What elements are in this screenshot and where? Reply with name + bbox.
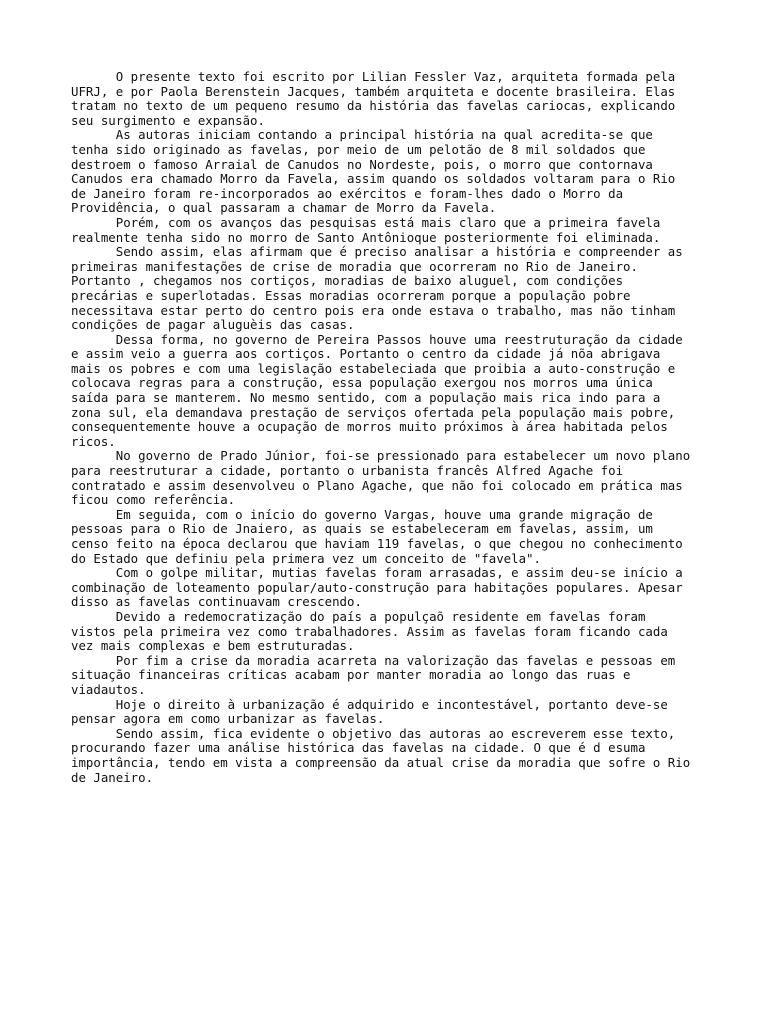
text-line: mais os pobres e com uma legislação estabeleciada que proibia a auto-construção e: [71, 360, 676, 376]
text-line: condições de pagar aluguèis das casas.: [71, 317, 355, 333]
text-line: vistos pela primeira vez como trabalhadores. Assim as favelas foram ficando cada: [71, 623, 668, 639]
text-line: Com o golpe militar, mutias favelas foram arrasadas, e assim deu-se início a: [71, 565, 683, 581]
text-line: e assim veio a guerra aos cortiços. Portanto o centro da cidade já nõa abrigava: [71, 346, 661, 362]
text-line: precárias e superlotadas. Essas moradias ocorreram porque a população pobre: [71, 287, 631, 303]
text-line: Canudos era chamado Morro da Favela, assim quando os soldados voltaram para o Rio: [71, 171, 676, 187]
text-line: tenha sido originado as favelas, por meio de um pelotão de 8 mil soldados que: [71, 141, 646, 157]
text-line: Porém, com os avanços das pesquisas está mais claro que a primeira favela: [71, 214, 661, 230]
text-line: necessitava estar perto do centro pois era onde estava o trabalho, mas não tinham: [71, 302, 676, 318]
text-line: Sendo assim, fica evidente o objetivo das autoras ao escreverem esse texto,: [71, 725, 676, 741]
text-line: realmente tenha sido no morro de Santo Antônioque posteriormente foi eliminada.: [71, 229, 661, 245]
text-line: seu surgimento e expansão.: [71, 112, 265, 128]
text-line: viadautos.: [71, 681, 146, 697]
text-line: destroem o famoso Arraial de Canudos no Nordeste, pois, o morro que contornava: [71, 156, 653, 172]
text-line: procurando fazer uma análise histórica das favelas na cidade. O que é d esuma: [71, 740, 646, 756]
text-line: primeiras manifestações de crise de moradia que ocorreram no Rio de Janeiro.: [71, 258, 638, 274]
text-line: contratado e assim desenvolveu o Plano Agache, que não foi colocado em prática mas: [71, 477, 683, 493]
text-line: ficou como referência.: [71, 492, 236, 508]
text-line: Providência, o qual passaram a chamar de Morro da Favela.: [71, 200, 497, 216]
text-line: Portanto , chegamos nos cortiços, moradias de baixo aluguel, com condições: [71, 273, 624, 289]
text-line: As autoras iniciam contando a principal história na qual acredita-se que: [71, 127, 653, 143]
text-line: ricos.: [71, 433, 116, 449]
text-line: UFRJ, e por Paola Berenstein Jacques, também arquiteta e docente brasileira. Elas: [71, 83, 676, 99]
text-line: Em seguida, com o início do governo Vargas, houve uma grande migração de: [71, 506, 653, 522]
text-line: pensar agora em como urbanizar as favelas.: [71, 711, 385, 727]
text-line: importância, tendo em vista a compreensão da atual crise da moradia que sofre o Rio: [71, 754, 691, 770]
text-line: de Janeiro.: [71, 769, 154, 785]
text-line: censo feito na época declarou que haviam 119 favelas, o que chegou no conhecimento: [71, 536, 683, 551]
text-line: do Estado que definiu pela primera vez um conceito de "favela".: [71, 550, 541, 566]
text-line: situação financeiras críticas acabam por manter moradia ao longo das ruas e: [71, 667, 631, 683]
text-line: tratam no texto de um pequeno resumo da história das favelas cariocas, explicando: [71, 98, 676, 114]
text-line: vez mais complexas e bem estruturadas.: [71, 638, 355, 654]
text-line: Sendo assim, elas afirmam que é preciso analisar a história e compreender as: [71, 244, 683, 260]
text-line: saída para se manterem. No mesmo sentido, com a população mais rica indo para a: [71, 390, 661, 406]
text-line: de Janeiro foram re-incorporados ao exércitos e foram-lhes dado o Morro da: [71, 185, 624, 201]
text-line: consequentemente houve a ocupação de morros muito próximos à área habitada pelos: [71, 419, 668, 435]
text-line: combinação de loteamento popular/auto-construção para habitações populares. Apesar: [71, 579, 683, 595]
text-line: colocava regras para a construção, essa população exergou nos morros uma única: [71, 375, 653, 391]
text-line: para reestruturar a cidade, portanto o urbanista francês Alfred Agache foi: [71, 463, 624, 479]
text-line: No governo de Prado Júnior, foi-se pressionado para estabelecer um novo plano: [71, 448, 691, 464]
document-body: [71, 70, 711, 785]
text-line: Devido a redemocratização do país a populçaõ residente em favelas foram: [71, 608, 646, 624]
text-line: Dessa forma, no governo de Pereira Passos houve uma reestruturação da cidade: [71, 331, 683, 347]
text-line: disso as favelas continuavam crescendo.: [71, 594, 362, 610]
text-line: pessoas para o Rio de Jnaiero, as quais se estabeleceram em favelas, assim, um: [71, 521, 653, 537]
text-line: Por fim a crise da moradia acarreta na valorização das favelas e pessoas em: [71, 652, 676, 668]
text-line: Hoje o direito à urbanização é adquirido e incontestável, portanto deve-se: [71, 696, 668, 712]
text-line: zona sul, ela demandava prestação de serviços ofertada pela população mais pobre,: [71, 404, 676, 420]
text-line: O presente texto foi escrito por Lilian Fessler Vaz, arquiteta formada pela: [71, 69, 676, 84]
